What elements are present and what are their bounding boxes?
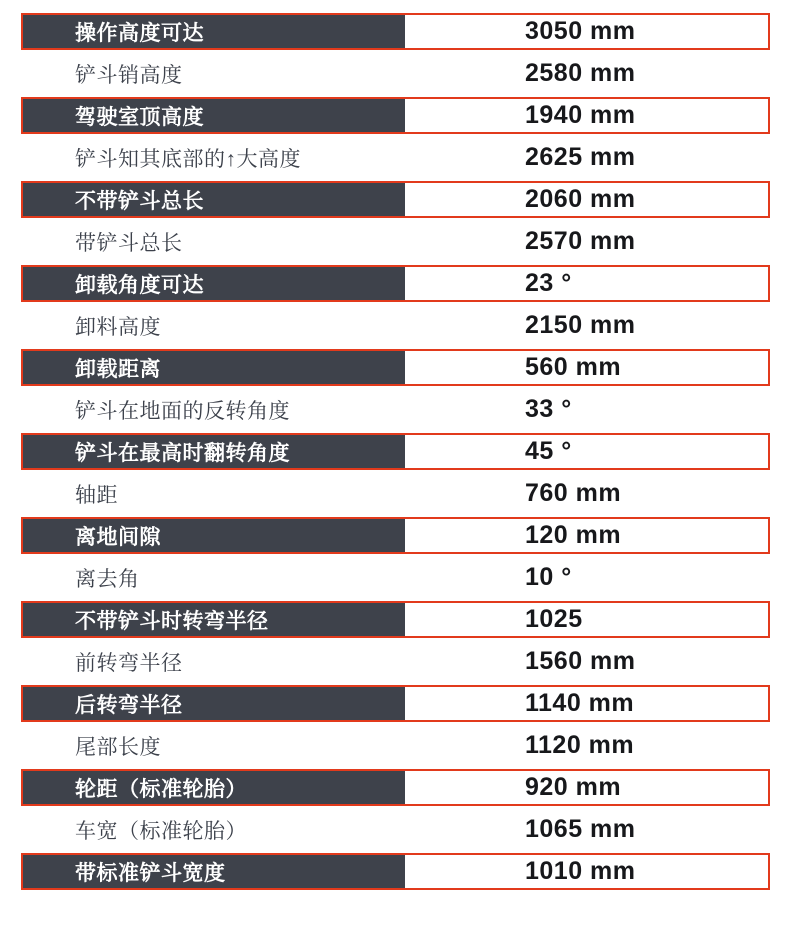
spec-label: 尾部长度: [75, 735, 161, 759]
spec-value: 3050 mm: [405, 15, 768, 48]
spec-label: 不带铲斗时转弯半径: [23, 603, 405, 636]
spec-value: 1025: [405, 603, 768, 636]
spec-row-highlighted: [21, 853, 770, 890]
spec-row: [21, 559, 770, 596]
spec-label: 铲斗知其底部的↑大高度: [75, 147, 301, 171]
spec-row: [21, 643, 770, 680]
spec-value: 920 mm: [405, 771, 768, 804]
spec-row: [21, 307, 770, 344]
spec-row-highlighted: [21, 349, 770, 386]
spec-row: [21, 223, 770, 260]
spec-row-highlighted: [21, 13, 770, 50]
spec-row-highlighted: [21, 433, 770, 470]
spec-row: [21, 811, 770, 848]
spec-row: [21, 475, 770, 512]
spec-value: 1010 mm: [405, 855, 768, 888]
spec-label: 不带铲斗总长: [23, 183, 405, 216]
spec-label: 带标准铲斗宽度: [23, 855, 405, 888]
spec-row: [21, 391, 770, 428]
spec-value: 120 mm: [405, 519, 768, 552]
spec-value: 2060 mm: [405, 183, 768, 216]
spec-value: 10 °: [525, 563, 572, 591]
spec-label: 车宽（标准轮胎）: [75, 819, 247, 843]
spec-value: 33 °: [525, 395, 572, 423]
spec-row-highlighted: [21, 97, 770, 134]
spec-row-highlighted: [21, 769, 770, 806]
spec-value: 2580 mm: [525, 59, 636, 87]
spec-label: 离地间隙: [23, 519, 405, 552]
spec-label: 轮距（标准轮胎）: [23, 771, 405, 804]
spec-label: 卸载角度可达: [23, 267, 405, 300]
spec-label: 轴距: [75, 483, 118, 507]
spec-row-highlighted: [21, 517, 770, 554]
spec-label: 操作高度可达: [23, 15, 405, 48]
spec-row-highlighted: [21, 265, 770, 302]
spec-value: 2150 mm: [525, 311, 636, 339]
spec-value: 2625 mm: [525, 143, 636, 171]
spec-label: 带铲斗总长: [75, 231, 183, 255]
spec-label: 铲斗在地面的反转角度: [75, 399, 290, 423]
spec-value: 1065 mm: [525, 815, 636, 843]
spec-label: 驾驶室顶高度: [23, 99, 405, 132]
spec-row: [21, 139, 770, 176]
spec-row-highlighted: [21, 181, 770, 218]
spec-value: 45 °: [405, 435, 768, 468]
spec-value: 1940 mm: [405, 99, 768, 132]
spec-value: 560 mm: [405, 351, 768, 384]
spec-value: 760 mm: [525, 479, 622, 507]
spec-value: 1560 mm: [525, 647, 636, 675]
spec-label: 卸料高度: [75, 315, 161, 339]
spec-label: 铲斗销高度: [75, 63, 183, 87]
spec-label: 卸载距离: [23, 351, 405, 384]
spec-label: 前转弯半径: [75, 651, 183, 675]
spec-value: 2570 mm: [525, 227, 636, 255]
spec-row-highlighted: [21, 685, 770, 722]
spec-table: [21, 13, 770, 890]
spec-label: 离去角: [75, 567, 140, 591]
spec-label: 后转弯半径: [23, 687, 405, 720]
spec-row: [21, 55, 770, 92]
spec-row: [21, 727, 770, 764]
spec-row-highlighted: [21, 601, 770, 638]
spec-value: 1120 mm: [525, 731, 635, 759]
spec-label: 铲斗在最高时翻转角度: [23, 435, 405, 468]
spec-value: 1140 mm: [405, 687, 768, 720]
spec-value: 23 °: [405, 267, 768, 300]
